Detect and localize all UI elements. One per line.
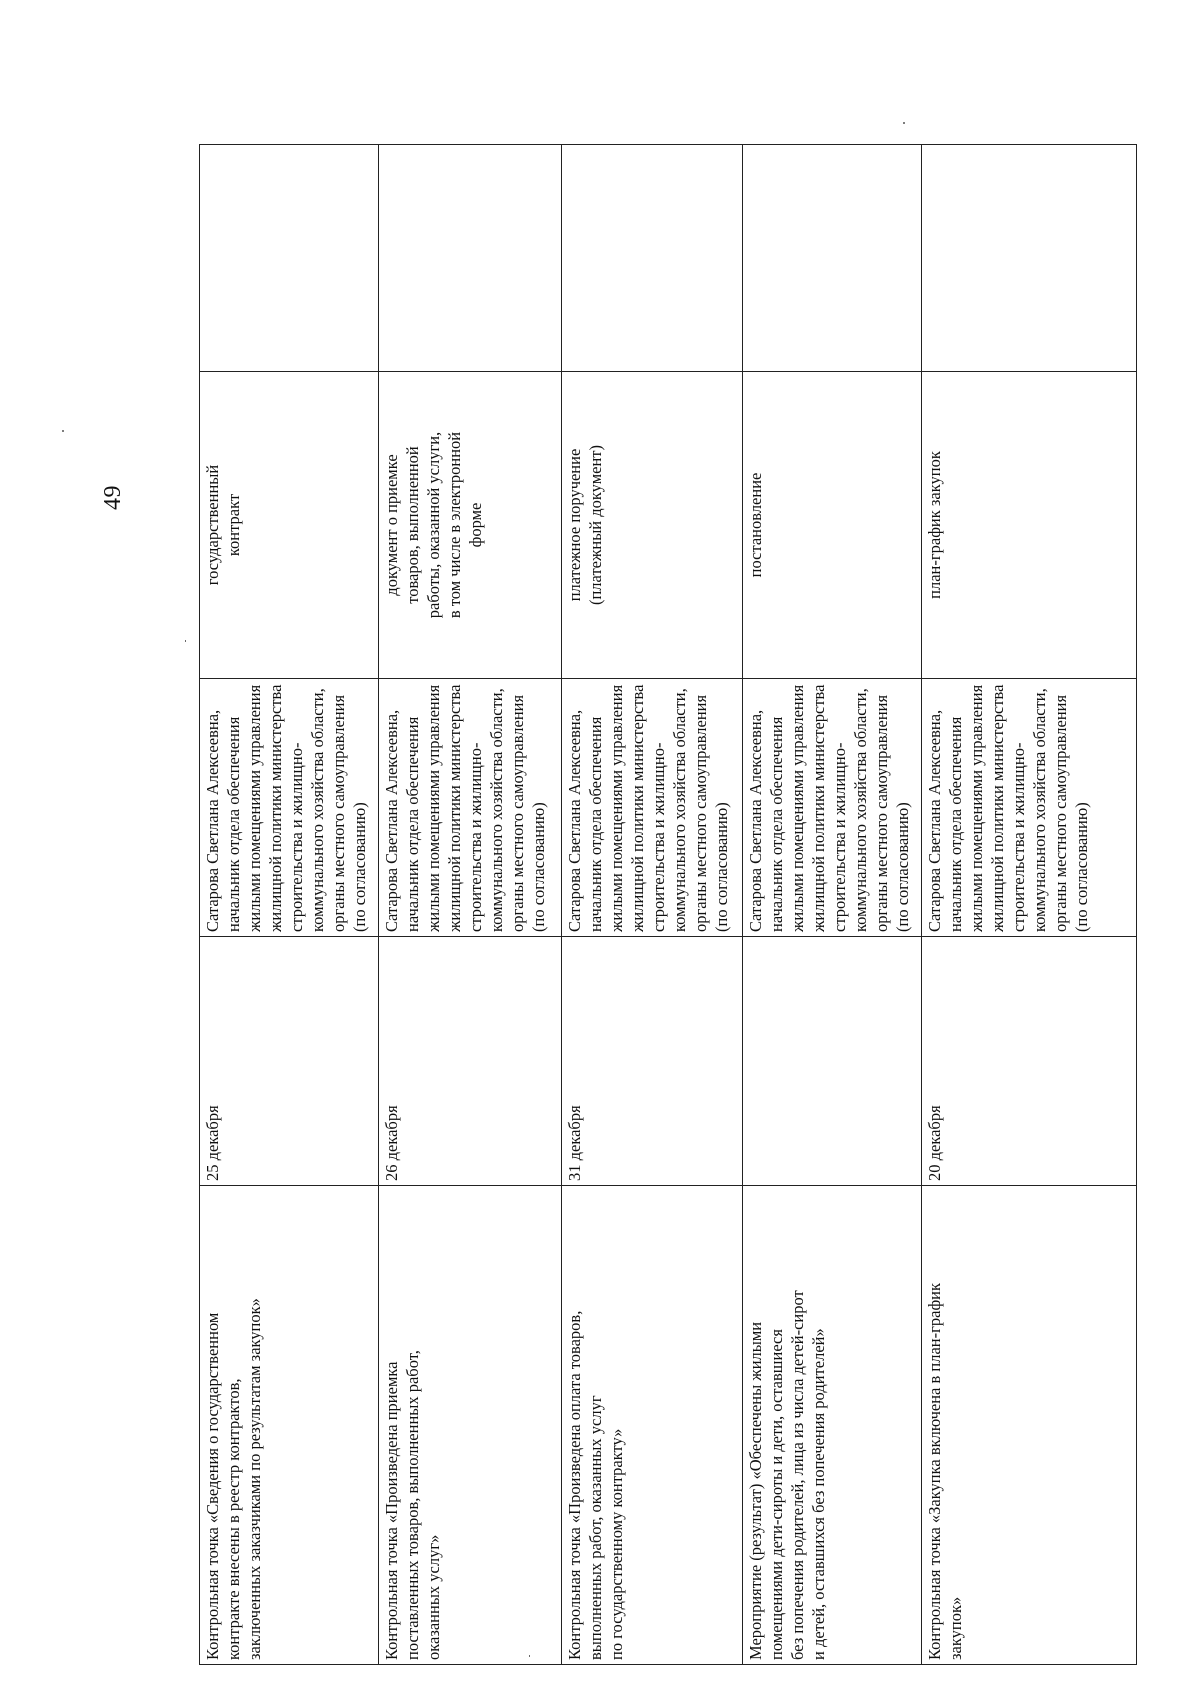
responsible-cell-line: органы местного самоуправления [1051, 694, 1070, 932]
event-cell-line: и детей, оставшихся без попечения родителей» [809, 1328, 828, 1660]
responsible-cell [200, 679, 379, 937]
table-row [922, 145, 1137, 1665]
responsible-cell-line: (по согласованию) [529, 802, 548, 932]
event-cell [200, 1186, 379, 1665]
responsible-cell-line: органы местного самоуправления [329, 694, 348, 932]
document-cell-line: форме [466, 502, 485, 548]
responsible-cell-line: жилыми помещениями управления [424, 684, 443, 932]
responsible-cell-line: (по согласованию) [712, 802, 731, 932]
control-points-table [199, 144, 1137, 1665]
document-cell-line: в том числе в электронной [445, 431, 464, 619]
responsible-cell-line: начальник отдела обеспечения [586, 716, 605, 932]
responsible-cell-line: (по согласованию) [1072, 802, 1091, 932]
responsible-cell-line: коммунального хозяйства области, [851, 688, 870, 932]
date-cell: 26 декабря [379, 937, 562, 1186]
responsible-cell-line: жилищной политики министерства [266, 684, 285, 932]
note-cell [200, 145, 379, 372]
document-cell-line: (платежный документ) [586, 444, 605, 606]
event-cell-line: по государственному контракту» [607, 1428, 626, 1660]
document-cell-line: платежное поручение [565, 448, 584, 602]
responsible-cell-line: жилыми помещениями управления [607, 684, 626, 932]
responsible-cell-line: начальник отдела обеспечения [403, 716, 422, 932]
event-cell-line: без попечения родителей, лица из числа детей-сирот [788, 1290, 807, 1660]
scan-speck [62, 430, 64, 432]
table-row [562, 145, 743, 1665]
date-cell [743, 937, 922, 1186]
responsible-cell-line: начальник отдела обеспечения [767, 716, 786, 932]
document-cell [379, 372, 562, 679]
document-cell [743, 372, 922, 679]
responsible-cell-line: коммунального хозяйства области, [670, 688, 689, 932]
scan-speck [185, 640, 186, 642]
event-cell [379, 1186, 562, 1665]
event-cell [922, 1186, 1137, 1665]
responsible-cell-line: (по согласованию) [893, 802, 912, 932]
event-cell-line: Контрольная точка «Закупка включена в план-график [925, 1283, 944, 1660]
document-cell-line: план-график закупок [925, 451, 944, 599]
note-cell [379, 145, 562, 372]
responsible-cell-line: Сатарова Светлана Алексеевна, [382, 709, 401, 932]
event-cell-line: помещениями дети-сироты и дети, оставшиеся [767, 1329, 786, 1660]
table-body [200, 145, 1137, 1665]
responsible-cell [562, 679, 743, 937]
responsible-cell [922, 679, 1137, 937]
event-cell-line: заключенных заказчиками по результатам закупок» [245, 1298, 264, 1660]
responsible-cell-line: жилищной политики министерства [988, 684, 1007, 932]
event-cell-line: оказанных услуг» [424, 1534, 443, 1660]
note-cell [562, 145, 743, 372]
note-cell [743, 145, 922, 372]
responsible-cell-line: жилыми помещениями управления [245, 684, 264, 932]
responsible-cell-line: строительства и жилищно- [466, 742, 485, 932]
event-cell-line: контракте внесены в реестр контрактов, [224, 1378, 243, 1660]
document-cell-line: работы, оказанной услуги, [424, 431, 443, 619]
responsible-cell-line: начальник отдела обеспечения [946, 716, 965, 932]
responsible-cell-line: (по согласованию) [350, 802, 369, 932]
responsible-cell-line: жилищной политики министерства [809, 684, 828, 932]
responsible-cell-line: жилыми помещениями управления [788, 684, 807, 932]
page-number: 49 [100, 485, 126, 510]
responsible-cell-line: коммунального хозяйства области, [1030, 688, 1049, 932]
responsible-cell-line: жилищной политики министерства [445, 684, 464, 932]
document-cell-line: контракт [224, 493, 243, 557]
event-cell-line: Контрольная точка «Сведения о государственном [203, 1312, 222, 1660]
scan-speck [903, 122, 905, 124]
responsible-cell-line: строительства и жилищно- [1009, 742, 1028, 932]
note-cell [922, 145, 1137, 372]
responsible-cell-line: коммунального хозяйства области, [487, 688, 506, 932]
table-row [743, 145, 922, 1665]
document-cell-line: товаров, выполненной [403, 446, 422, 604]
responsible-cell [743, 679, 922, 937]
document-cell-line: документ о приемке [382, 454, 401, 596]
table-row [379, 145, 562, 1665]
event-cell [743, 1186, 922, 1665]
scan-speck [529, 1655, 530, 1657]
responsible-cell-line: Сатарова Светлана Алексеевна, [203, 709, 222, 932]
event-cell-line: Контрольная точка «Произведена приемка [382, 1361, 401, 1660]
responsible-cell-line: жилищной политики министерства [628, 684, 647, 932]
responsible-cell-line: строительства и жилищно- [287, 742, 306, 932]
responsible-cell-line: Сатарова Светлана Алексеевна, [565, 709, 584, 932]
event-cell-line: выполненных работ, оказанных услуг [586, 1395, 605, 1660]
responsible-cell-line: начальник отдела обеспечения [224, 716, 243, 932]
document-cell [200, 372, 379, 679]
document-cell [562, 372, 743, 679]
event-cell-line: закупок» [946, 1596, 965, 1660]
responsible-cell-line: органы местного самоуправления [872, 694, 891, 932]
event-cell-line: поставленных товаров, выполненных работ, [403, 1350, 422, 1660]
responsible-cell-line: коммунального хозяйства области, [308, 688, 327, 932]
event-cell-line: Контрольная точка «Произведена оплата товаров, [565, 1310, 584, 1660]
date-cell: 20 декабря [922, 937, 1137, 1186]
document-cell [922, 372, 1137, 679]
responsible-cell-line: Сатарова Светлана Алексеевна, [746, 709, 765, 932]
document-cell-line: постановление [746, 472, 765, 578]
responsible-cell-line: строительства и жилищно- [649, 742, 668, 932]
responsible-cell [379, 679, 562, 937]
responsible-cell-line: органы местного самоуправления [508, 694, 527, 932]
date-cell: 25 декабря [200, 937, 379, 1186]
responsible-cell-line: жилыми помещениями управления [967, 684, 986, 932]
responsible-cell-line: Сатарова Светлана Алексеевна, [925, 709, 944, 932]
date-cell: 31 декабря [562, 937, 743, 1186]
document-cell-line: государственный [203, 464, 222, 586]
table-row [200, 145, 379, 1665]
responsible-cell-line: строительства и жилищно- [830, 742, 849, 932]
responsible-cell-line: органы местного самоуправления [691, 694, 710, 932]
event-cell [562, 1186, 743, 1665]
event-cell-line: Мероприятие (результат) «Обеспечены жилыми [746, 1321, 765, 1660]
